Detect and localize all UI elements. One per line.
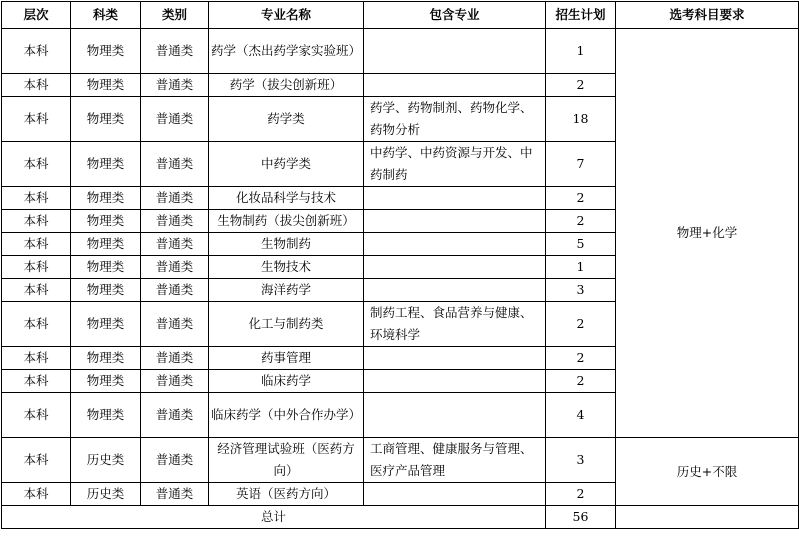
cell-plan: 4 [546,393,616,438]
cell-subject: 物理类 [71,393,141,438]
total-value: 56 [546,506,616,529]
cell-level: 本科 [2,97,71,142]
cell-category: 普通类 [141,256,209,279]
cell-subject: 物理类 [71,370,141,393]
cell-subject: 物理类 [71,97,141,142]
cell-includes [364,393,546,438]
header-category: 类别 [141,2,209,29]
header-includes: 包含专业 [364,2,546,29]
cell-category: 普通类 [141,29,209,74]
cell-major: 药学类 [209,97,364,142]
cell-level: 本科 [2,483,71,506]
cell-plan: 7 [546,142,616,187]
cell-plan: 2 [546,370,616,393]
cell-subject: 物理类 [71,279,141,302]
cell-includes [364,483,546,506]
cell-major: 药学（杰出药学家实验班） [209,29,364,74]
cell-level: 本科 [2,393,71,438]
cell-includes [364,347,546,370]
cell-major: 生物制药（拔尖创新班） [209,210,364,233]
table-row [2,29,799,74]
cell-subject: 物理类 [71,256,141,279]
cell-major: 经济管理试验班（医药方向） [209,438,364,483]
cell-major: 生物制药 [209,233,364,256]
cell-plan: 2 [546,302,616,347]
cell-category: 普通类 [141,97,209,142]
table-row [2,438,799,483]
cell-category: 普通类 [141,233,209,256]
cell-plan: 18 [546,97,616,142]
cell-level: 本科 [2,347,71,370]
cell-subject: 物理类 [71,302,141,347]
cell-category: 普通类 [141,393,209,438]
cell-includes [364,370,546,393]
header-subject: 科类 [71,2,141,29]
header-row [2,2,799,29]
cell-includes: 制药工程、食品营养与健康、环境科学 [364,302,546,347]
cell-major: 药学（拔尖创新班） [209,74,364,97]
cell-includes [364,210,546,233]
cell-category: 普通类 [141,210,209,233]
cell-plan: 2 [546,210,616,233]
cell-category: 普通类 [141,302,209,347]
cell-subject: 物理类 [71,74,141,97]
cell-category: 普通类 [141,187,209,210]
cell-includes: 药学、药物制剂、药物化学、药物分析 [364,97,546,142]
cell-category: 普通类 [141,74,209,97]
cell-plan: 1 [546,256,616,279]
total-empty-cell [616,506,799,529]
cell-plan: 2 [546,483,616,506]
cell-plan: 5 [546,233,616,256]
cell-includes: 中药学、中药资源与开发、中药制药 [364,142,546,187]
cell-subject: 物理类 [71,29,141,74]
header-major: 专业名称 [209,2,364,29]
cell-subject: 物理类 [71,210,141,233]
cell-major: 化妆品科学与技术 [209,187,364,210]
cell-subject: 历史类 [71,438,141,483]
cell-plan: 2 [546,187,616,210]
cell-plan: 1 [546,29,616,74]
cell-category: 普通类 [141,483,209,506]
cell-category: 普通类 [141,142,209,187]
header-requirement: 选考科目要求 [616,2,799,29]
cell-includes [364,279,546,302]
total-label: 总计 [2,506,546,529]
cell-major: 临床药学（中外合作办学） [209,393,364,438]
cell-level: 本科 [2,370,71,393]
cell-includes [364,74,546,97]
cell-level: 本科 [2,29,71,74]
cell-major: 药事管理 [209,347,364,370]
cell-plan: 3 [546,438,616,483]
cell-plan: 2 [546,347,616,370]
cell-requirement-physics: 物理+化学 [616,29,799,438]
cell-subject: 物理类 [71,187,141,210]
cell-plan: 3 [546,279,616,302]
cell-major: 英语（医药方向） [209,483,364,506]
cell-level: 本科 [2,438,71,483]
cell-includes [364,233,546,256]
cell-subject: 物理类 [71,233,141,256]
cell-level: 本科 [2,233,71,256]
cell-major: 中药学类 [209,142,364,187]
cell-includes: 工商管理、健康服务与管理、医疗产品管理 [364,438,546,483]
cell-major: 化工与制药类 [209,302,364,347]
cell-category: 普通类 [141,347,209,370]
cell-subject: 历史类 [71,483,141,506]
cell-level: 本科 [2,279,71,302]
cell-includes [364,29,546,74]
cell-subject: 物理类 [71,142,141,187]
cell-major: 生物技术 [209,256,364,279]
cell-category: 普通类 [141,279,209,302]
cell-major: 临床药学 [209,370,364,393]
cell-level: 本科 [2,187,71,210]
header-plan: 招生计划 [546,2,616,29]
header-level: 层次 [2,2,71,29]
total-row [2,506,799,529]
cell-major: 海洋药学 [209,279,364,302]
cell-level: 本科 [2,142,71,187]
cell-level: 本科 [2,302,71,347]
cell-level: 本科 [2,256,71,279]
cell-includes [364,187,546,210]
cell-level: 本科 [2,74,71,97]
cell-requirement-history: 历史+不限 [616,438,799,506]
cell-includes [364,256,546,279]
cell-subject: 物理类 [71,347,141,370]
cell-level: 本科 [2,210,71,233]
cell-category: 普通类 [141,438,209,483]
cell-category: 普通类 [141,370,209,393]
cell-plan: 2 [546,74,616,97]
enrollment-plan-table [1,1,799,529]
